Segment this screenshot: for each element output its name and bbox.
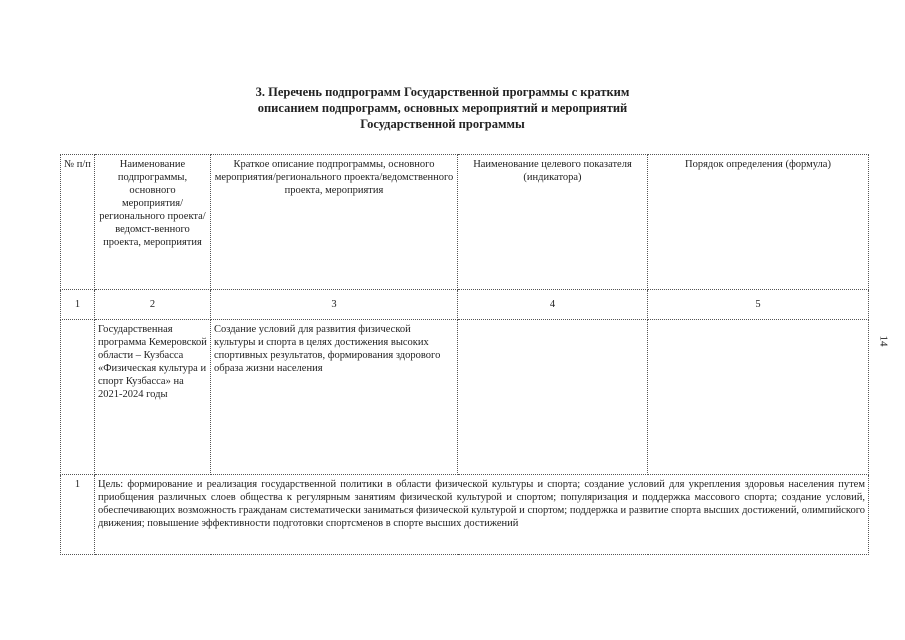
program-number-cell <box>61 320 95 475</box>
column-number-cell: 2 <box>95 290 211 320</box>
page-number: 14 <box>877 335 890 347</box>
section-heading-line-1: 3. Перечень подпрограмм Государственной программы с кратким <box>255 85 630 99</box>
header-cell-formula: Порядок определения (формула) <box>648 155 869 290</box>
subprograms-table <box>60 154 869 555</box>
header-cell-description: Краткое описание подпрограммы, основного мероприятия/регионального проекта/ведомственного проекта, мероприятия <box>211 155 458 290</box>
program-formula-cell <box>648 320 869 475</box>
section-heading <box>150 84 735 132</box>
column-number-cell: 4 <box>458 290 648 320</box>
section-heading-line-3: Государственной программы <box>360 117 525 131</box>
column-number-cell: 1 <box>61 290 95 320</box>
table-header-row <box>61 155 869 290</box>
goal-text-cell: Цель: формирование и реализация государственной политики в области физической культуры и спорта; создание условий для укрепления здоровья населения путем приобщения различных слоев общества к регулярным занятиям физической культурой и спортом; популяризация и поддержка массового спорта; создание условий, обеспечивающих возможность гражданам систематически заниматься физической культурой и спортом; поддержка и развитие спорта высших достижений, олимпийского движения; повышение эффективности подготовки спортсменов в спорте высших достижений <box>95 475 869 555</box>
program-row <box>61 320 869 475</box>
header-cell-indicator: Наименование целевого показателя (индикатора) <box>458 155 648 290</box>
section-heading-line-2: описанием подпрограмм, основных мероприятий и мероприятий <box>257 101 628 115</box>
column-number-row <box>61 290 869 320</box>
program-name-cell: Государственная программа Кемеровской области – Кузбасса «Физическая культура и спорт Кузбасса» на 2021-2024 годы <box>95 320 211 475</box>
header-cell-name: Наименование подпрограммы, основного мероприятия/ регионального проекта/ведомст-венного проекта, мероприятия <box>95 155 211 290</box>
program-indicator-cell <box>458 320 648 475</box>
header-cell-number: № п/п <box>61 155 95 290</box>
goal-number-cell: 1 <box>61 475 95 555</box>
program-description-cell: Создание условий для развития физической культуры и спорта в целях достижения высоких спортивных результатов, формирования здорового образа жизни населения <box>211 320 458 475</box>
goal-row <box>61 475 869 555</box>
column-number-cell: 3 <box>211 290 458 320</box>
column-number-cell: 5 <box>648 290 869 320</box>
